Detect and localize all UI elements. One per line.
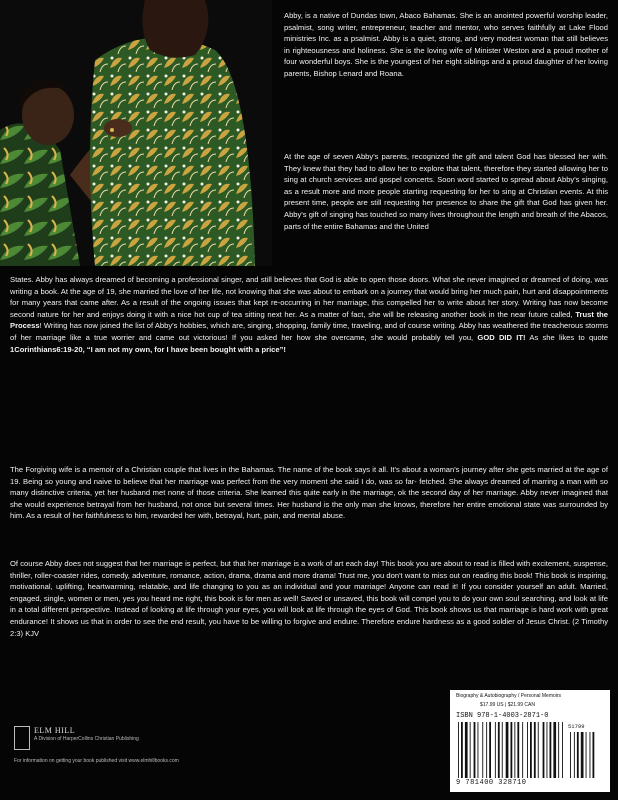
book-title-trust-the-process: Trust the Process [10,309,608,331]
blurb-paragraph-2: Of course Abby does not suggest that her marriage is perfect, but that her marriage is a work of art each day! This book you are about to read is filled with excitement, suspense, thriller, roller-coaster rides, comedy, adventure, romance, action, drama, drama and more drama! Trust me, you don't want to miss out on reading this book! This book is inspiring, motivational, uplifting, heartwarming, relatable, and life changing to you as an individual and your marriage! Anyone can read it! If you consider yourself an adult. Married, engaged, single, women or men, yes you heard me right, this book is for men as well! Saved or unsaved, this book will compel you to do your own soul searching, and look at life in a total different perspective. Instead of looking at life through your eyes, you will look at life through the eyes of God. This book shows us that marriage is hard work with great endurance! It shows us that in order to see the end result, you have to be willing to forgive and endure. Therefore endure hardness as a good soldier of Jesus Christ. (2 Timothy 2:3) KJV [10,559,608,638]
bio-text: ! Writing has now joined the list of Abby's hobbies, which are, singing, shopping, family time, traveling, and of course writing. Abby has weathered the treacherous storms of her marriage like a true worrier and came out victorious! If you asked her how she overcame, she would probably tell you, [10,321,608,342]
bio-paragraph-2: At the age of seven Abby's parents, recognized the gift and talent God has blessed her with. They knew that they had to allow her to explore that talent, therefore they started allowing her to sing at church services and gospel concerts. Soon word started to spread about Abby's singing, as a result more and more people starting requesting for her to sing at Christian events. At this present time, people are still requesting her presence to share the gift that God has given her. Abby's gift of singing has touched so many lives throughout the length and breath of the Abacos, parts of the entire Bahamas and the United [284,152,608,231]
publisher-info: For information on getting your book published visit www.elmhillbooks.com [14,758,179,764]
god-did-it-emphasis: GOD DID IT! [477,332,526,342]
price-supplement-code: 51799 [568,723,585,730]
bisac-category: Biography & Autobiography / Personal Memoirs [456,693,562,699]
couple-embrace-illustration [0,0,272,266]
elm-hill-emblem-icon [14,726,30,750]
isbn-text: ISBN 978-1-4003-2871-0 [456,712,549,720]
bio-paragraph-2-continued [10,274,608,355]
isbn-barcode-box [450,690,610,792]
bio-paragraph-1: Abby, is a native of Dundas town, Abaco Bahamas. She is an anointed powerful worship leader, psalmist, song writer, entrepreneur, teacher and mentor, who serves faithfully at Lake Flood ministries Inc. as a psalmist. Abby is a quiet, strong, and very modest woman that still believes in righteousness and holiness. She is the loving wife of Minister Weston and a proud mother of four wonderful boys. She is the youngest of her eight siblings and a proud daughter of her loving parents, Bishop Lenard and Roana. [284,11,608,78]
ean-number: 9 781400 328710 [456,779,527,787]
publisher-logo [14,726,194,786]
price: $17.99 US | $21.99 CAN [480,702,535,708]
bio-text: States. Abby has always dreamed of becoming a professional singer, and still believes that God is able to open those doors. What she never imagined or dreamed of doing, was writing a book. At the age of 19, she married the love of her life, not knowing that she was about to embark on a journey that would bring her much pain, hurt and disappointments for many years that came after. As a result of the ongoing issues that kept re-occurring in her marriage, this compelled her to write about her story. Writing has now become second nature for her and enjoys doing it with a nice hot cup of tea sitting next her. As a matter of fact, she will be releasing another book in the near future called, [10,275,608,319]
bio-text: As she likes to quote [525,332,609,342]
publisher-division: A Division of HarperCollins Christian Publishing [34,736,139,742]
blurb-paragraph-1: The Forgiving wife is a memoir of a Christian couple that lives in the Bahamas. The name of the book says it all. It's about a woman's journey after she gets married at the age of 19. Being so young and naive to believe that her marriage was perfect from the very moment she said I do, was so far- fetched. She always dreamed of marring a man with so many distinctive criteria, yet her husband met none of those criteria. She learned this quite early in the marriage, ok the second day of her marriage. Abby never imagined that she would experience betrayal from her husband, not once but several times. Her husband is the only man she knows, therefore her entire emotional state was surrounded by him. As a result of her faithfulness to him, rewarded her with, betrayal, hurt, pain, and mental abuse. [10,465,608,521]
publisher-name: ELM HILL [34,726,76,735]
scripture-quote: 1Corinthians6:19-20, “I am not my own, for I have been bought with a price”! [10,344,286,354]
barcode-bars [456,722,604,778]
author-photo [0,0,272,266]
